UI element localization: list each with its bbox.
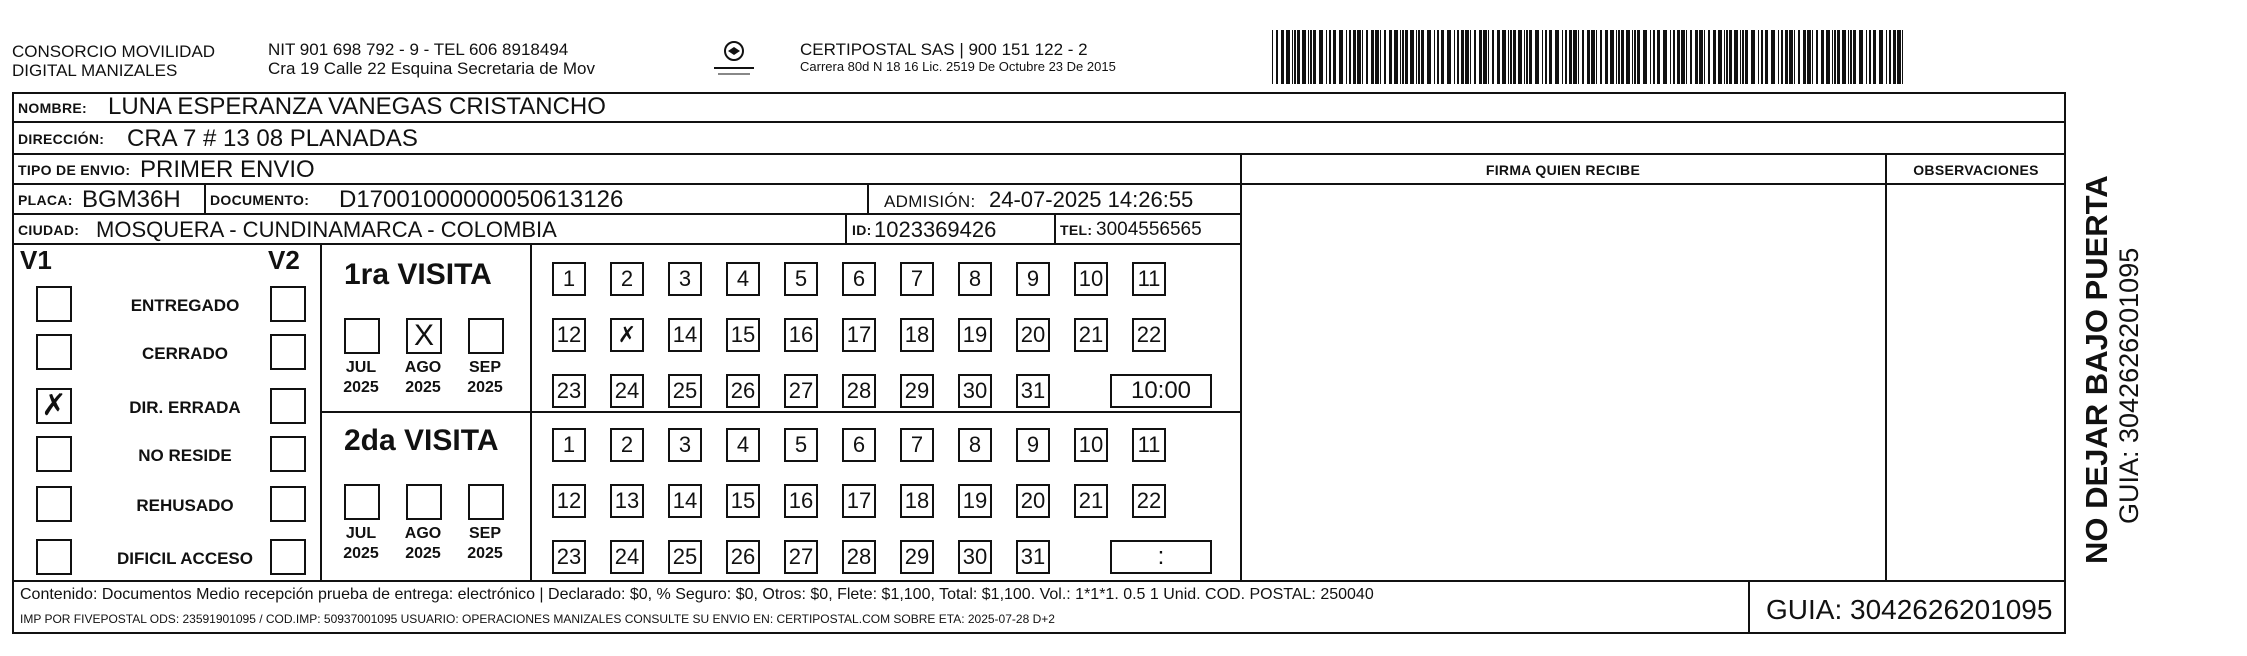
- day-box[interactable]: 19: [958, 484, 992, 518]
- day-box[interactable]: 12: [552, 484, 586, 518]
- day-box[interactable]: 5: [784, 428, 818, 462]
- day-box[interactable]: 8: [958, 262, 992, 296]
- company-line-1: CONSORCIO MOVILIDAD: [12, 42, 216, 61]
- direccion-value: CRA 7 # 13 08 PLANADAS: [127, 125, 418, 152]
- day-box[interactable]: 2: [610, 428, 644, 462]
- day-box[interactable]: 9: [1016, 428, 1050, 462]
- day-box[interactable]: 4: [726, 262, 760, 296]
- month-year: 2025: [343, 379, 379, 396]
- v1-checkbox[interactable]: [36, 334, 72, 370]
- month-year: 2025: [467, 379, 503, 396]
- status-label: NO RESIDE: [138, 446, 232, 465]
- v2-checkbox[interactable]: [270, 436, 306, 472]
- address-line: Cra 19 Calle 22 Esquina Secretaria de Mov: [268, 59, 595, 78]
- day-box[interactable]: 30: [958, 540, 992, 574]
- day-box[interactable]: 25: [668, 374, 702, 408]
- day-box[interactable]: 29: [900, 374, 934, 408]
- month-year: 2025: [405, 545, 441, 562]
- day-box[interactable]: 28: [842, 540, 876, 574]
- month-label: SEP: [468, 525, 501, 542]
- time-box[interactable]: :: [1110, 540, 1212, 574]
- day-box[interactable]: 16: [784, 318, 818, 352]
- day-box[interactable]: 24: [610, 374, 644, 408]
- day-box[interactable]: 26: [726, 374, 760, 408]
- month-label: AGO: [404, 359, 442, 376]
- month-checkbox[interactable]: [344, 318, 380, 354]
- day-box[interactable]: 21: [1074, 318, 1108, 352]
- nombre-label: NOMBRE:: [18, 100, 87, 116]
- day-box[interactable]: 4: [726, 428, 760, 462]
- footer-line: [14, 580, 2066, 582]
- day-box[interactable]: 8: [958, 428, 992, 462]
- observaciones-label: OBSERVACIONES: [1913, 162, 2039, 178]
- day-box[interactable]: 17: [842, 484, 876, 518]
- day-box[interactable]: 15: [726, 484, 760, 518]
- side-warning: NO DEJAR BAJO PUERTA: [2079, 175, 2114, 564]
- day-box[interactable]: 14: [668, 318, 702, 352]
- footer-guia-divider: [1748, 580, 1750, 634]
- month-checkbox[interactable]: X: [406, 318, 442, 354]
- day-box[interactable]: 27: [784, 374, 818, 408]
- day-box[interactable]: 14: [668, 484, 702, 518]
- id-label: ID:: [852, 222, 872, 238]
- observaciones-area[interactable]: [1887, 185, 2064, 580]
- documento-value: D17001000000050613126: [339, 186, 624, 213]
- day-box[interactable]: 9: [1016, 262, 1050, 296]
- month-checkbox[interactable]: [468, 484, 504, 520]
- documento-label: DOCUMENTO:: [210, 192, 310, 208]
- status-label: DIR. ERRADA: [129, 398, 241, 417]
- month-checkbox[interactable]: [406, 484, 442, 520]
- day-box[interactable]: 24: [610, 540, 644, 574]
- nombre-value: LUNA ESPERANZA VANEGAS CRISTANCHO: [108, 93, 606, 120]
- company-info: [268, 40, 595, 78]
- day-box[interactable]: 30: [958, 374, 992, 408]
- status-label: DIFICIL ACCESO: [116, 549, 253, 568]
- day-box[interactable]: 26: [726, 540, 760, 574]
- day-box[interactable]: 20: [1016, 484, 1050, 518]
- barcode: [1270, 30, 1910, 84]
- month-label: AGO: [404, 525, 442, 542]
- nit-line: NIT 901 698 792 - 9 - TEL 606 8918494: [268, 40, 569, 59]
- day-box[interactable]: 27: [784, 540, 818, 574]
- visit1-title: 1ra VISITA: [344, 258, 492, 291]
- day-box[interactable]: 25: [668, 540, 702, 574]
- day-box[interactable]: 18: [900, 484, 934, 518]
- firma-label: FIRMA QUIEN RECIBE: [1485, 162, 1641, 178]
- month-checkbox[interactable]: [344, 484, 380, 520]
- firma-area[interactable]: [1242, 185, 1885, 580]
- admision-value: 24-07-2025 14:26:55: [989, 187, 1194, 212]
- month-year: 2025: [405, 379, 441, 396]
- v2-label: V2: [268, 245, 300, 275]
- month-label: SEP: [468, 359, 501, 376]
- day-box[interactable]: 7: [900, 262, 934, 296]
- day-box[interactable]: 22: [1132, 484, 1166, 518]
- courier-line-2: Carrera 80d N 18 16 Lic. 2519 De Octubre 23 De 2015: [800, 59, 1116, 74]
- admision-label: ADMISIÓN:: [884, 192, 976, 211]
- day-box[interactable]: 11: [1132, 428, 1166, 462]
- courier-line-1: CERTIPOSTAL SAS | 900 151 122 - 2: [800, 40, 1088, 59]
- month-checkbox[interactable]: [468, 318, 504, 354]
- day-box[interactable]: 6: [842, 262, 876, 296]
- day-box[interactable]: 6: [842, 428, 876, 462]
- v1-checkbox[interactable]: ✗: [36, 388, 72, 424]
- company-line-2: DIGITAL MANIZALES: [12, 61, 178, 80]
- contenido-text: Contenido: Documentos Medio recepción prueba de entrega: electrónico | Declarado: $0, % Seguro: $0, Otros: $0, Flete: $1,100, Total: $1,100. Vol.: 1*1*1. 0.5 1 Unid. COD. POSTAL: 250040: [20, 586, 1374, 603]
- row-ciudad: [14, 215, 1242, 245]
- ciudad-label: CIUDAD:: [18, 222, 80, 238]
- day-box[interactable]: 7: [900, 428, 934, 462]
- v1-checkbox[interactable]: [36, 436, 72, 472]
- v1-checkbox[interactable]: [36, 539, 72, 575]
- day-box[interactable]: 2: [610, 262, 644, 296]
- day-box[interactable]: 23: [552, 374, 586, 408]
- day-box[interactable]: 20: [1016, 318, 1050, 352]
- status-label: ENTREGADO: [130, 296, 240, 315]
- day-box[interactable]: 3: [668, 262, 702, 296]
- day-box[interactable]: 13: [610, 484, 644, 518]
- day-box[interactable]: 10: [1074, 428, 1108, 462]
- imp-text: IMP POR FIVEPOSTAL ODS: 23591901095 / COD.IMP: 50937001095 USUARIO: OPERACIONES MANIZALES CONSULTE SU ENVIO EN: CERTIPOSTAL.COM SOBRE ETA: 2025-07-28 D+2: [20, 612, 1055, 626]
- direccion-label: DIRECCIÓN:: [18, 131, 105, 147]
- footer-guia: GUIA: 3042626201095: [1766, 594, 2053, 625]
- day-box[interactable]: 29: [900, 540, 934, 574]
- v2-checkbox[interactable]: [270, 388, 306, 424]
- side-guia: GUIA: 3042626201095: [2114, 247, 2144, 524]
- day-box[interactable]: 12: [552, 318, 586, 352]
- month-year: 2025: [467, 545, 503, 562]
- tel-value: 3004556565: [1096, 219, 1202, 240]
- status-label: REHUSADO: [136, 496, 234, 515]
- v2-checkbox[interactable]: [270, 539, 306, 575]
- day-box[interactable]: 11: [1132, 262, 1166, 296]
- tel-label: TEL:: [1060, 222, 1093, 238]
- day-box[interactable]: 16: [784, 484, 818, 518]
- day-box[interactable]: 23: [552, 540, 586, 574]
- month-year: 2025: [343, 545, 379, 562]
- row-nombre: [14, 92, 2066, 123]
- row-placa: [14, 185, 1242, 215]
- v2-checkbox[interactable]: [270, 286, 306, 322]
- visit-separator: [320, 411, 1240, 413]
- tipo-label: TIPO DE ENVIO:: [18, 162, 131, 178]
- day-box[interactable]: ✗: [610, 318, 644, 352]
- company-name: [12, 42, 215, 80]
- day-box[interactable]: 22: [1132, 318, 1166, 352]
- time-box[interactable]: 10:00: [1110, 374, 1212, 408]
- day-box[interactable]: 3: [668, 428, 702, 462]
- row-direccion: [14, 123, 2066, 155]
- v1-checkbox[interactable]: [36, 286, 72, 322]
- visit2-title: 2da VISITA: [344, 424, 499, 457]
- ciudad-value: MOSQUERA - CUNDINAMARCA - COLOMBIA: [96, 217, 557, 242]
- day-box[interactable]: 28: [842, 374, 876, 408]
- v2-checkbox[interactable]: [270, 486, 306, 522]
- tipo-value: PRIMER ENVIO: [140, 156, 315, 183]
- placa-value: BGM36H: [82, 186, 181, 213]
- side-text: [2080, 104, 2146, 564]
- day-box[interactable]: 10: [1074, 262, 1108, 296]
- day-box[interactable]: 17: [842, 318, 876, 352]
- v1-checkbox[interactable]: [36, 486, 72, 522]
- placa-label: PLACA:: [18, 192, 73, 208]
- day-box[interactable]: 1: [552, 428, 586, 462]
- courier-logo-icon: [710, 38, 758, 82]
- day-box[interactable]: 21: [1074, 484, 1108, 518]
- v1-label: V1: [20, 245, 52, 275]
- day-box[interactable]: 15: [726, 318, 760, 352]
- day-box[interactable]: 31: [1016, 540, 1050, 574]
- courier-info: [800, 40, 1116, 74]
- day-box[interactable]: 5: [784, 262, 818, 296]
- day-box[interactable]: 18: [900, 318, 934, 352]
- day-box[interactable]: 19: [958, 318, 992, 352]
- day-box[interactable]: 31: [1016, 374, 1050, 408]
- status-label: CERRADO: [142, 344, 228, 363]
- day-box[interactable]: 1: [552, 262, 586, 296]
- month-label: JUL: [345, 359, 377, 376]
- v2-checkbox[interactable]: [270, 334, 306, 370]
- id-value: 1023369426: [874, 217, 997, 242]
- month-label: JUL: [345, 525, 377, 542]
